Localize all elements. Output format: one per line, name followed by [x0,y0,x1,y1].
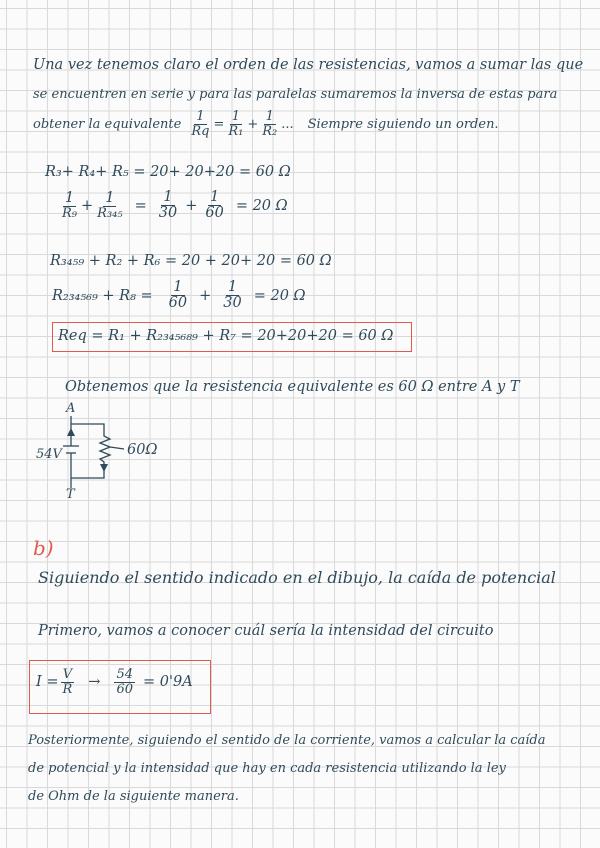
formula-result: = 0'9A [143,674,193,691]
fraction-den: 60 [168,295,188,312]
equals-sign: = [213,116,225,132]
ellipsis: ... [281,116,294,132]
node-label-t: T [66,487,75,502]
calc-line-4-result: = 20 Ω [253,287,306,304]
equals-sign: = [134,197,147,214]
calc-line-2-result: = 20 Ω [235,197,288,214]
part-b-para-1: Posteriormente, siguiendo el sentido de la corriente, vamos a calcular la caída [28,733,546,748]
result-statement: Obtenemos que la resistencia equivalente es 60 Ω entre A y T [65,379,520,395]
calc-line-4-lhs: R₂₃₄₅₆₉ + R₈ = [52,287,153,304]
fraction-num: 1 [173,279,183,295]
part-b-label: b) [33,536,54,560]
fraction-v-over-r [61,668,75,697]
fraction-den: R₃₄₅ [97,206,123,222]
plus-sign: + [81,197,94,214]
voltage-label: 54V [36,447,62,462]
part-b-para-3: de Ohm de la siguiente manera. [28,789,239,804]
fraction-den: 30 [223,295,242,312]
fraction-den: 30 [158,205,178,222]
fraction-den: R₂ [262,123,278,139]
fraction-den: R [62,681,73,697]
calc-line-3: R₃₄₅₉ + R₂ + R₆ = 20 + 20+ 20 = 60 Ω [50,253,332,269]
req-result-text: Req = R₁ + R₂₃₄₅₆₈₉ + R₇ = 20+20+20 = 60 Ω [58,328,394,344]
intro-line-3-tail: Siempre siguiendo un orden. [307,116,499,132]
fraction-den: 60 [116,681,133,697]
fraction-num: 1 [231,109,240,124]
resistance-label: 60Ω [127,442,158,458]
plus-sign: + [185,197,198,214]
plus-sign: + [199,287,212,304]
fraction-den: R₉ [62,206,77,222]
fraction-num: V [62,667,73,682]
fraction-num: 1 [265,109,274,124]
fraction-54-over-60 [114,668,135,697]
fraction-den: Rq [191,123,210,139]
fraction-num: 1 [105,189,115,206]
fraction-num: 1 [227,279,238,295]
arrow-down-icon [100,464,108,472]
fraction-den: R₁ [228,123,244,139]
intro-line-1: Una vez tenemos claro el orden de las resistencias, vamos a sumar las que [33,57,584,73]
calc-line-1: R₃+ R₄+ R₅ = 20+ 20+20 = 60 Ω [45,164,291,180]
node-label-a: A [66,401,76,416]
fraction-num: 1 [163,189,173,205]
arrow-right-icon: → [88,674,101,691]
fraction-num: 54 [116,667,133,682]
current-formula [36,668,193,697]
intro-line-3-text: obtener la equivalente [33,116,182,132]
plus-sign: + [247,116,259,132]
intro-line-2: se encuentren en serie y para las paralelas sumaremos la inversa de estas para [33,87,558,102]
fraction-den: 60 [205,205,224,222]
part-b-line-2: Primero, vamos a conocer cuál sería la intensidad del circuito [38,623,494,639]
arrow-up-icon [67,428,75,436]
part-b-line-1: Siguiendo el sentido indicado en el dibujo, la caída de potencial [38,568,556,587]
fraction-num: 1 [196,109,205,124]
fraction-num: 1 [64,189,75,206]
fraction-num: 1 [209,189,220,205]
circuit-wires [63,416,124,488]
formula-lhs: I = [36,674,59,691]
part-b-para-2: de potencial y la intensidad que hay en cada resistencia utilizando la ley [28,761,506,776]
